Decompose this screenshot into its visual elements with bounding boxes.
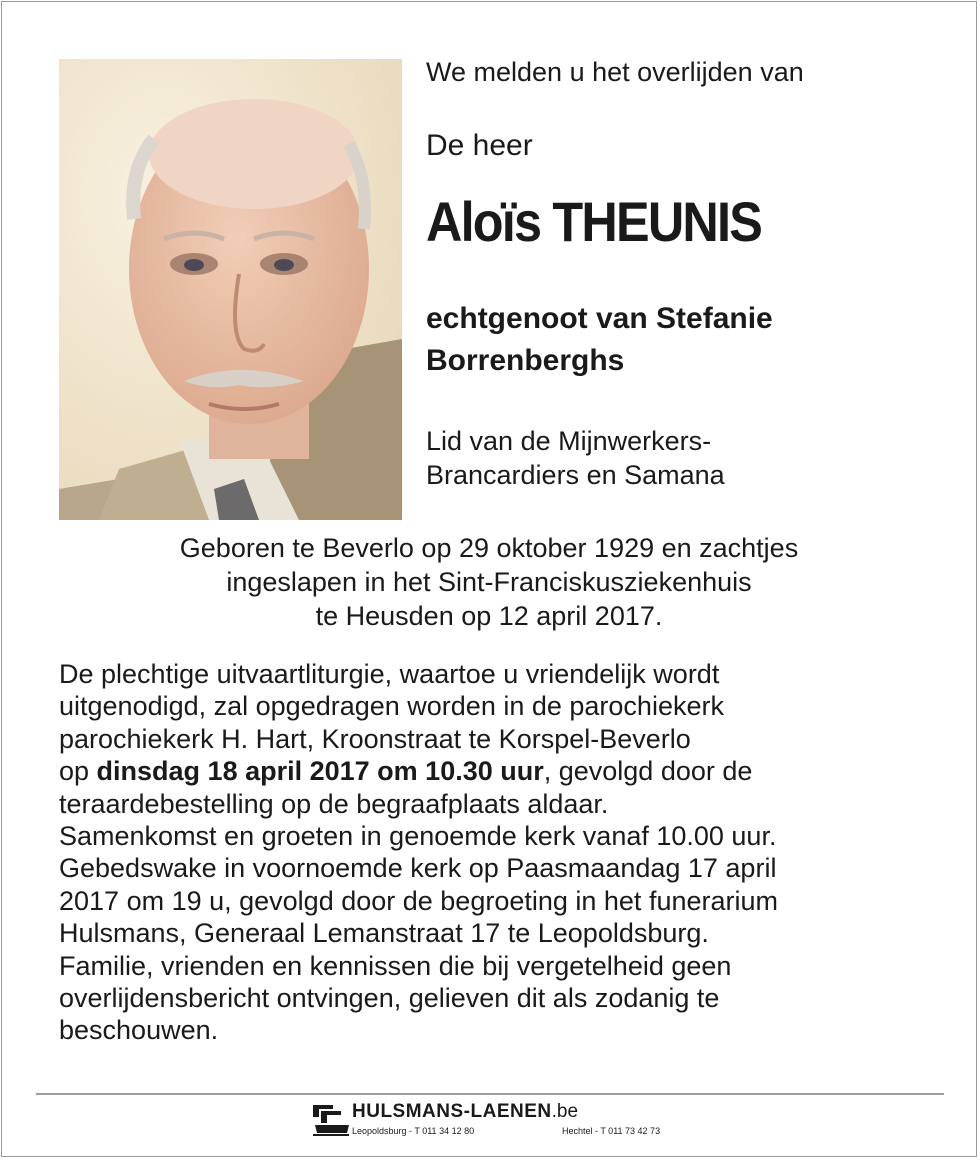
body-line: Hulsmans, Generaal Lemanstraat 17 te Leopoldsburg.: [59, 918, 709, 949]
branch-leopoldsburg: Leopoldsburg - T 011 34 12 80: [352, 1126, 475, 1136]
deceased-name: Aloïs THEUNIS: [426, 190, 762, 253]
brand-domain: .be: [551, 1101, 579, 1122]
body-line: beschouwen.: [59, 1015, 219, 1046]
body-line: Gebedswake in voornoemde kerk op Paasmaandag 17 april: [59, 853, 777, 884]
portrait-photo: [59, 59, 402, 520]
birth-line: te Heusden op 12 april 2017.: [315, 601, 663, 631]
funeral-home-logo-icon: [311, 1101, 351, 1137]
funeral-date: dinsdag 18 april 2017 om 10.30 uur: [96, 756, 544, 787]
body-line: 2017 om 19 u, gevolgd door de begroeting in het funerarium: [59, 885, 778, 916]
membership-line: Brancardiers en Samana: [426, 460, 725, 490]
body-line: uitgenodigd, zal opgedragen worden in de parochiekerk: [59, 691, 724, 722]
birth-line: Geboren te Beverlo op 29 oktober 1929 en zachtjes: [179, 533, 799, 563]
brand-name: HULSMANS-LAENEN: [352, 1101, 552, 1122]
intro-text: We melden u het overlijden van: [426, 57, 804, 87]
spouse-line: Borrenberghs: [426, 344, 625, 377]
body-line: teraardebestelling op de begraafplaats aldaar.: [59, 788, 609, 819]
footer-divider: [36, 1093, 944, 1095]
spouse-line: echtgenoot van Stefanie: [426, 302, 773, 335]
body-line: De plechtige uitvaartliturgie, waartoe u vriendelijk wordt: [59, 659, 720, 689]
funeral-details: [59, 658, 939, 1047]
body-text-segment: op: [59, 756, 97, 787]
spouse-info: [426, 298, 946, 382]
funeral-home-brand: [352, 1100, 578, 1124]
portrait-illustration: [59, 59, 402, 520]
body-line: overlijdensbericht ontvingen, gelieven dit als zodanig te: [59, 983, 720, 1014]
body-line: parochiekerk H. Hart, Kroonstraat te Korspel-Beverlo: [59, 723, 691, 754]
body-line: Familie, vrienden en kennissen die bij vergetelheid geen: [59, 950, 732, 981]
birth-death-info: [59, 531, 919, 633]
membership-info: [426, 424, 946, 492]
branch-hechtel: Hechtel - T 011 73 42 73: [562, 1126, 661, 1136]
birth-line: ingeslapen in het Sint-Franciskusziekenhuis: [226, 567, 752, 597]
body-line: Samenkomst en groeten in genoemde kerk vanaf 10.00 uur.: [59, 821, 777, 852]
membership-line: Lid van de Mijnwerkers-: [426, 426, 712, 456]
salutation: De heer: [426, 129, 533, 162]
body-line-date: [59, 755, 939, 787]
body-text-segment: , gevolgd door de: [543, 756, 753, 787]
